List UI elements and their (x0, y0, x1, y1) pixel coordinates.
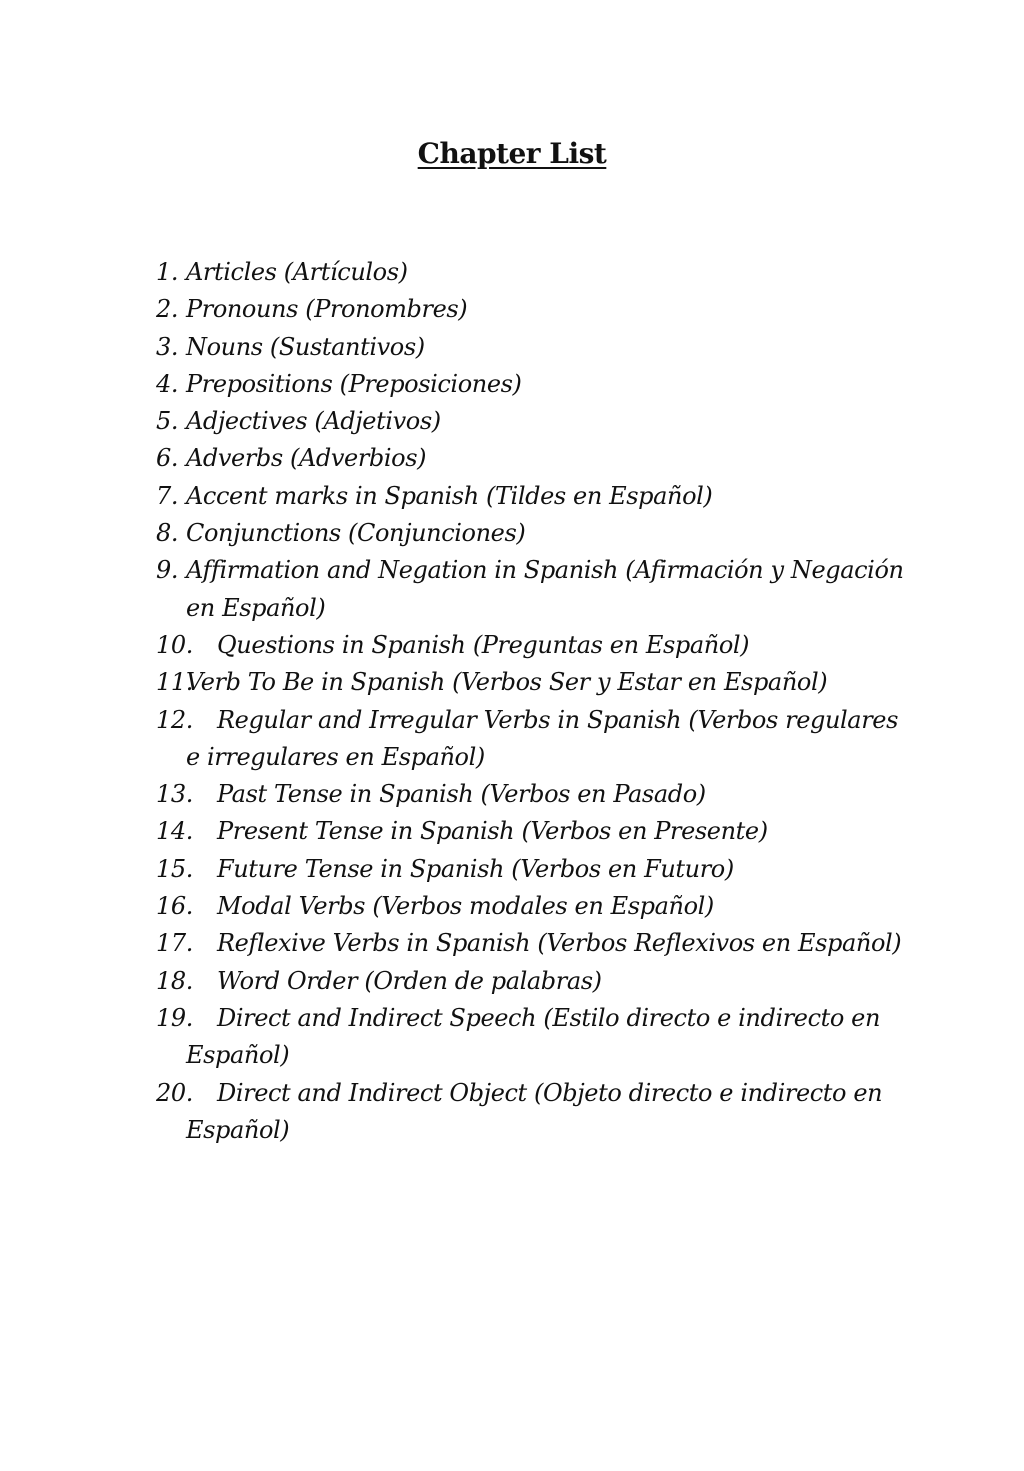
chapter-item-11 (156, 664, 916, 701)
chapter-title: Direct and Indirect Object (Objeto directo e indirecto en Español) (186, 1078, 883, 1144)
chapter-item-18 (156, 963, 916, 1000)
page-title: Chapter List (417, 137, 607, 170)
chapter-item-16 (156, 888, 916, 925)
chapter-number: 2. (156, 295, 179, 324)
chapter-title: Questions in Spanish (Preguntas en Español) (217, 630, 750, 659)
chapter-number: 7. (156, 481, 179, 510)
chapter-number: 11. (156, 668, 193, 697)
chapter-title: Past Tense in Spanish (Verbos en Pasado) (217, 780, 706, 809)
chapter-title: Accent marks in Spanish (Tildes en Español) (186, 481, 713, 510)
chapter-number: 16. (156, 892, 193, 921)
chapter-number: 14. (156, 817, 193, 846)
chapter-item-9 (156, 552, 916, 627)
chapter-number: 12. (156, 705, 193, 734)
chapter-title: Pronouns (Pronombres) (186, 295, 468, 324)
chapter-item-7 (156, 478, 916, 515)
chapter-number: 17. (156, 929, 193, 958)
chapter-title: Present Tense in Spanish (Verbos en Presente) (217, 817, 768, 846)
chapter-title: Affirmation and Negation in Spanish (Afirmación y Negación en Español) (186, 556, 904, 622)
chapter-item-13 (156, 776, 916, 813)
chapter-title: Conjunctions (Conjunciones) (186, 519, 526, 548)
chapter-item-17 (156, 925, 916, 962)
chapter-title: Verb To Be in Spanish (Verbos Ser y Estar en Español) (186, 668, 828, 697)
chapter-list (156, 254, 916, 1149)
chapter-item-1 (156, 254, 916, 291)
chapter-item-20 (156, 1075, 916, 1150)
chapter-item-8 (156, 515, 916, 552)
chapter-item-12 (156, 702, 916, 777)
chapter-number: 10. (156, 630, 193, 659)
chapter-item-2 (156, 291, 916, 328)
chapter-number: 13. (156, 780, 193, 809)
chapter-title: Prepositions (Preposiciones) (186, 369, 522, 398)
chapter-item-14 (156, 813, 916, 850)
chapter-number: 6. (156, 444, 179, 473)
chapter-number: 5. (156, 407, 179, 436)
chapter-item-19 (156, 1000, 916, 1075)
chapter-title: Regular and Irregular Verbs in Spanish (Verbos regulares e irregulares en Español) (186, 705, 898, 771)
chapter-title: Adverbs (Adverbios) (186, 444, 427, 473)
chapter-number: 19. (156, 1003, 193, 1032)
chapter-number: 1. (156, 258, 179, 286)
chapter-title: Modal Verbs (Verbos modales en Español) (217, 892, 714, 921)
chapter-number: 15. (156, 854, 193, 883)
chapter-title: Reflexive Verbs in Spanish (Verbos Reflexivos en Español) (217, 929, 902, 958)
chapter-title: Direct and Indirect Speech (Estilo directo e indirecto en Español) (186, 1003, 881, 1070)
chapter-number: 20. (156, 1078, 193, 1107)
chapter-title: Adjectives (Adjetivos) (186, 407, 441, 436)
chapter-title: Future Tense in Spanish (Verbos en Futuro) (217, 854, 734, 883)
chapter-number: 4. (156, 369, 179, 398)
chapter-number: 18. (156, 966, 193, 995)
chapter-number: 8. (156, 519, 179, 548)
chapter-item-6 (156, 440, 916, 477)
chapter-item-5 (156, 403, 916, 440)
chapter-item-3 (156, 329, 916, 366)
chapter-title: Nouns (Sustantivos) (186, 332, 425, 361)
chapter-item-15 (156, 851, 916, 888)
chapter-number: 3. (156, 332, 179, 361)
chapter-title: Word Order (Orden de palabras) (217, 966, 602, 995)
chapter-item-4 (156, 366, 916, 403)
chapter-number: 9. (156, 556, 179, 585)
chapter-item-10 (156, 627, 916, 664)
chapter-title: Articles (Artículos) (186, 258, 408, 286)
